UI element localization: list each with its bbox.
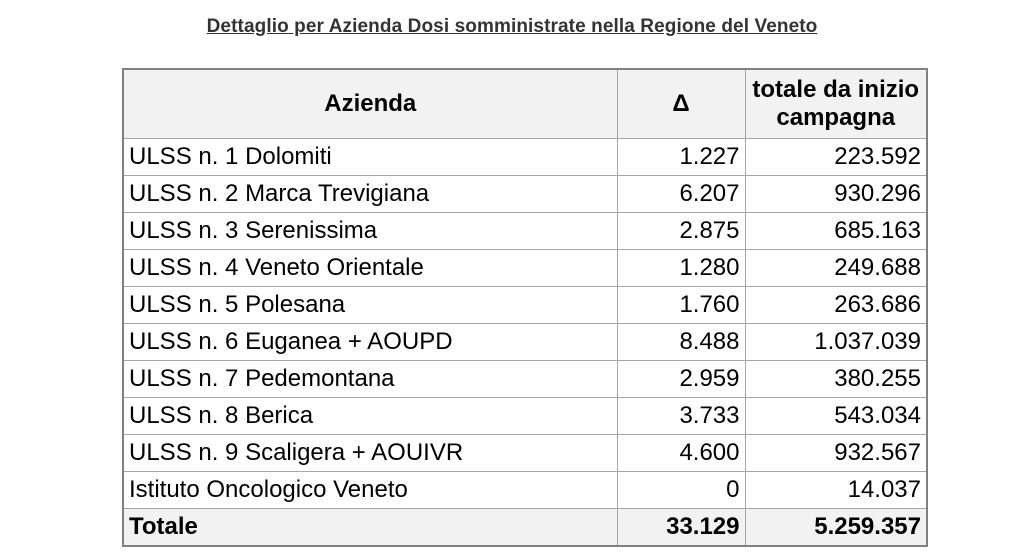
cell-azienda: ULSS n. 4 Veneto Orientale bbox=[123, 250, 617, 287]
cell-totale: 1.037.039 bbox=[745, 324, 927, 361]
table-row bbox=[123, 324, 927, 361]
cell-totale: 223.592 bbox=[745, 139, 927, 176]
table-row bbox=[123, 250, 927, 287]
header-azienda: Azienda bbox=[123, 69, 617, 139]
cell-azienda: ULSS n. 3 Serenissima bbox=[123, 213, 617, 250]
table-header-row bbox=[123, 69, 927, 139]
cell-delta: 0 bbox=[617, 472, 745, 509]
table-row bbox=[123, 472, 927, 509]
cell-totale: 930.296 bbox=[745, 176, 927, 213]
page-title: Dettaglio per Azienda Dosi somministrate nella Regione del Veneto bbox=[206, 16, 818, 37]
cell-azienda: ULSS n. 6 Euganea + AOUPD bbox=[123, 324, 617, 361]
cell-totale: 249.688 bbox=[745, 250, 927, 287]
cell-azienda: ULSS n. 1 Dolomiti bbox=[123, 139, 617, 176]
table-row bbox=[123, 287, 927, 324]
table-row bbox=[123, 213, 927, 250]
table-row bbox=[123, 361, 927, 398]
cell-azienda: Istituto Oncologico Veneto bbox=[123, 472, 617, 509]
cell-delta: 6.207 bbox=[617, 176, 745, 213]
table-row bbox=[123, 139, 927, 176]
cell-delta: 3.733 bbox=[617, 398, 745, 435]
cell-azienda: ULSS n. 9 Scaligera + AOUIVR bbox=[123, 435, 617, 472]
cell-totale: 263.686 bbox=[745, 287, 927, 324]
doses-table bbox=[122, 68, 928, 547]
cell-delta: 1.280 bbox=[617, 250, 745, 287]
cell-azienda: ULSS n. 2 Marca Trevigiana bbox=[123, 176, 617, 213]
table-row bbox=[123, 176, 927, 213]
cell-delta: 2.875 bbox=[617, 213, 745, 250]
cell-totale: 380.255 bbox=[745, 361, 927, 398]
cell-azienda: ULSS n. 5 Polesana bbox=[123, 287, 617, 324]
cell-delta: 2.959 bbox=[617, 361, 745, 398]
cell-azienda: ULSS n. 7 Pedemontana bbox=[123, 361, 617, 398]
cell-delta: 1.760 bbox=[617, 287, 745, 324]
cell-delta: 8.488 bbox=[617, 324, 745, 361]
table-row bbox=[123, 398, 927, 435]
header-delta: Δ bbox=[617, 69, 745, 139]
cell-totale: 14.037 bbox=[745, 472, 927, 509]
header-totale: totale da inizio campagna bbox=[745, 69, 927, 139]
total-delta: 33.129 bbox=[617, 509, 745, 547]
total-label: Totale bbox=[123, 509, 617, 547]
total-totale: 5.259.357 bbox=[745, 509, 927, 547]
total-row bbox=[123, 509, 927, 547]
cell-delta: 1.227 bbox=[617, 139, 745, 176]
cell-delta: 4.600 bbox=[617, 435, 745, 472]
cell-totale: 685.163 bbox=[745, 213, 927, 250]
cell-azienda: ULSS n. 8 Berica bbox=[123, 398, 617, 435]
cell-totale: 932.567 bbox=[745, 435, 927, 472]
cell-totale: 543.034 bbox=[745, 398, 927, 435]
table-row bbox=[123, 435, 927, 472]
